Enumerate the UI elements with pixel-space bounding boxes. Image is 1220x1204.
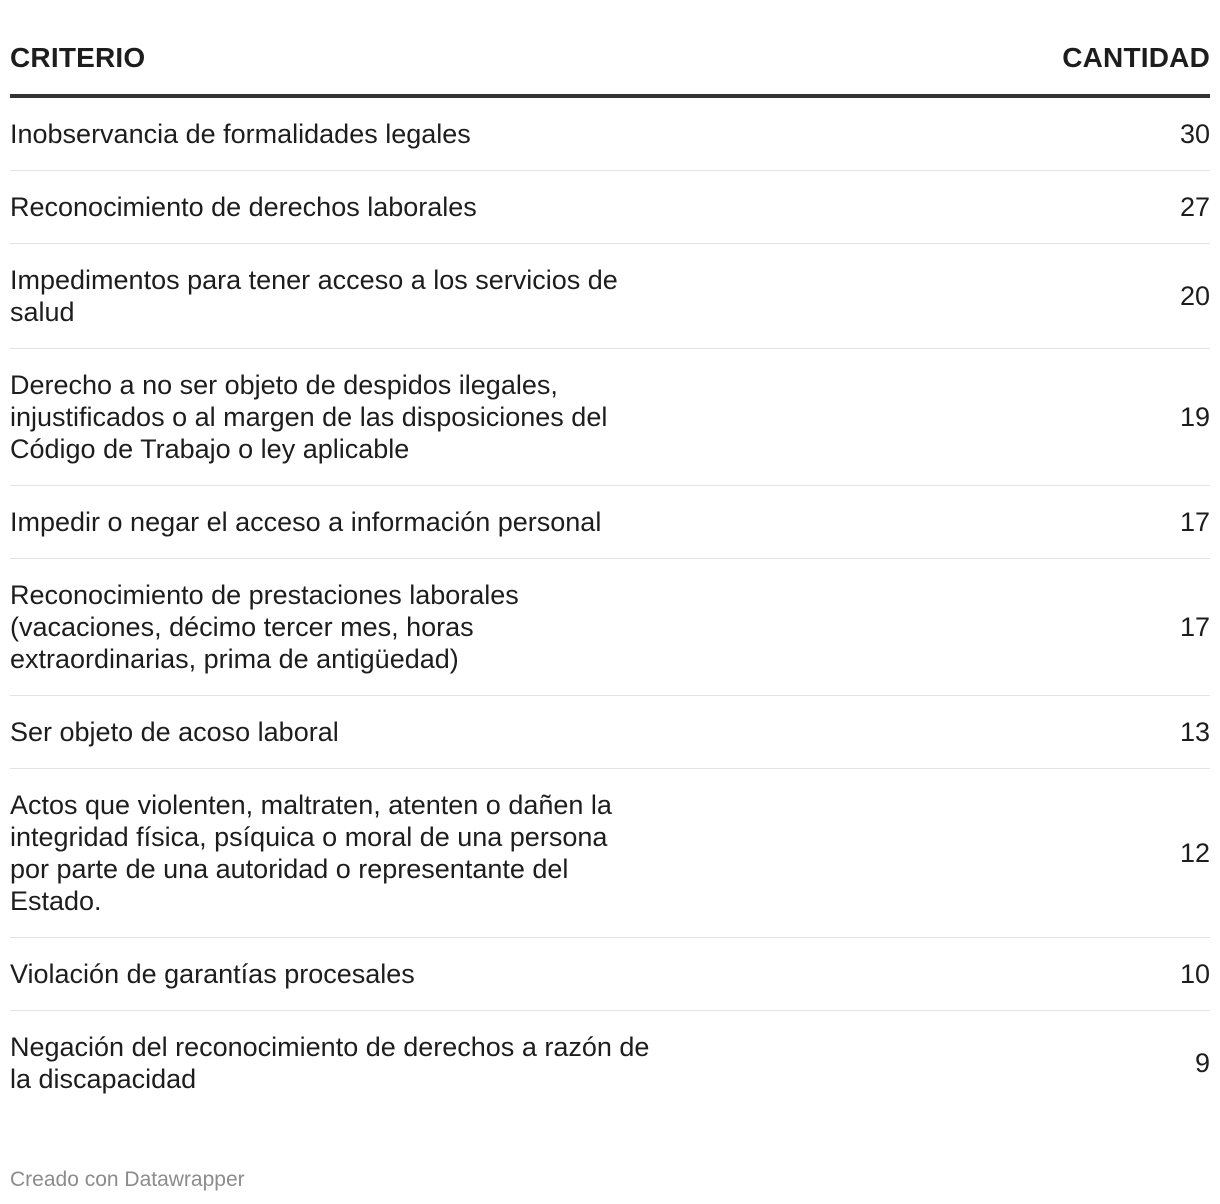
footer-credit: Creado con Datawrapper xyxy=(10,1168,245,1191)
table-row xyxy=(10,98,1210,171)
cantidad-cell: 27 xyxy=(1179,192,1210,222)
cantidad-cell: 9 xyxy=(1194,1048,1210,1078)
cantidad-cell: 17 xyxy=(1179,507,1210,537)
table-row xyxy=(10,559,1210,696)
table-row xyxy=(10,938,1210,1011)
column-header-criterio: CRITERIO xyxy=(10,42,146,73)
cantidad-cell: 10 xyxy=(1179,959,1210,989)
criterio-cell: Derecho a no ser objeto de despidos ilegales, injustificados o al margen de las disposiciones del Código de Trabajo o ley aplicable xyxy=(10,370,608,464)
table-body xyxy=(10,98,1210,1115)
table-header xyxy=(10,44,1210,98)
criterio-cell: Inobservancia de formalidades legales xyxy=(10,119,471,149)
data-table xyxy=(10,44,1210,1115)
criterio-cell: Impedir o negar el acceso a información personal xyxy=(10,507,602,537)
table-row xyxy=(10,696,1210,769)
criterio-cell: Reconocimiento de derechos laborales xyxy=(10,192,477,222)
table-row xyxy=(10,244,1210,349)
table-row xyxy=(10,769,1210,938)
criterio-cell: Negación del reconocimiento de derechos a razón de la discapacidad xyxy=(10,1032,650,1094)
table-row xyxy=(10,171,1210,244)
column-header-cantidad: CANTIDAD xyxy=(1062,42,1210,73)
criterio-cell: Reconocimiento de prestaciones laborales (vacaciones, décimo tercer mes, horas extraordinarias, prima de antigüedad) xyxy=(10,580,519,674)
cantidad-cell: 17 xyxy=(1179,612,1210,642)
cantidad-cell: 12 xyxy=(1179,838,1210,868)
table-row xyxy=(10,486,1210,559)
cantidad-cell: 30 xyxy=(1179,119,1210,149)
criterio-cell: Impedimentos para tener acceso a los servicios de salud xyxy=(10,265,618,327)
table-row xyxy=(10,349,1210,486)
criterio-cell: Actos que violenten, maltraten, atenten o dañen la integridad física, psíquica o moral de una persona por parte de una autoridad o representante del Estado. xyxy=(10,790,612,916)
cantidad-cell: 19 xyxy=(1179,402,1210,432)
cantidad-cell: 13 xyxy=(1179,717,1210,747)
criterio-cell: Ser objeto de acoso laboral xyxy=(10,717,339,747)
table-row xyxy=(10,1011,1210,1115)
cantidad-cell: 20 xyxy=(1179,281,1210,311)
criterio-cell: Violación de garantías procesales xyxy=(10,959,415,989)
